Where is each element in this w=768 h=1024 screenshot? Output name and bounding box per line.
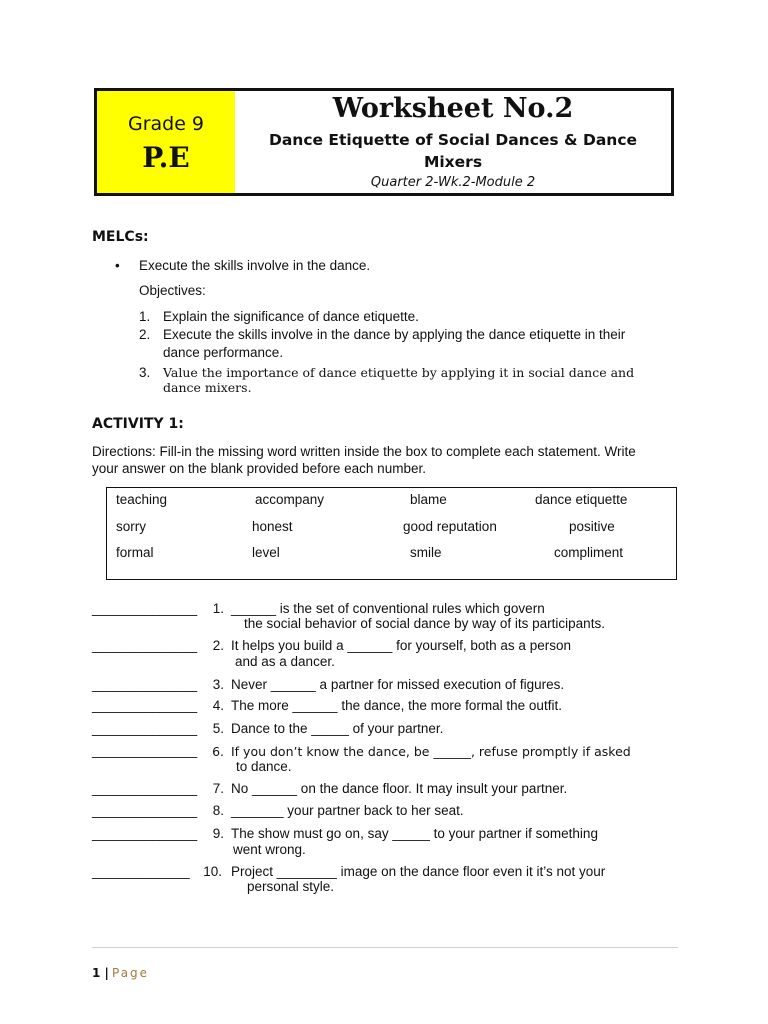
question-text: _______ your partner back to her seat. (231, 803, 464, 818)
objective-text: Explain the significance of dance etiquette. (163, 309, 419, 324)
question-number: 4. (212, 698, 224, 713)
directions-line-1: Directions: Fill-in the missing word written inside the box to complete each statement. Write (92, 444, 636, 459)
word-bank-item: smile (410, 545, 442, 560)
word-bank-item: level (252, 545, 280, 560)
question-number: 3. (212, 677, 224, 692)
bullet-icon: • (115, 258, 120, 273)
objective-text: Value the importance of dance etiquette by applying it in social dance and (163, 365, 635, 380)
word-bank-item: dance etiquette (535, 492, 628, 507)
word-bank-item: good reputation (403, 519, 497, 534)
question-text-cont: went wrong. (233, 842, 306, 857)
answer-blank[interactable]: ______________ (92, 601, 198, 616)
quarter-label: Quarter 2-Wk.2-Module 2 (370, 175, 536, 190)
question-number: 2. (212, 638, 224, 653)
answer-blank[interactable]: ______________ (92, 826, 198, 841)
melc-bullet-text: Execute the skills involve in the dance. (139, 258, 371, 273)
answer-blank[interactable]: ______________ (92, 743, 198, 758)
objectives-label: Objectives: (139, 283, 206, 298)
question-number: 10. (203, 864, 222, 879)
answer-blank[interactable]: ______________ (92, 721, 198, 736)
grade-label: Grade 9 (127, 113, 205, 135)
question-text: It helps you build a ______ for yourself, both as a person (231, 638, 571, 653)
question-text: Dance to the _____ of your partner. (231, 721, 444, 736)
question-text: No ______ on the dance floor. It may insult your partner. (231, 781, 568, 796)
objective-number: 3. (139, 365, 151, 380)
worksheet-header (94, 88, 674, 196)
answer-blank[interactable]: ______________ (92, 677, 198, 692)
page-separator: | (104, 966, 109, 980)
question-number: 8. (212, 803, 224, 818)
answer-blank[interactable]: ______________ (92, 638, 198, 653)
subject-label: P.E (142, 141, 190, 174)
question-text-cont: personal style. (247, 879, 335, 894)
objective-text-cont: dance performance. (163, 345, 284, 360)
question-text-cont: and as a dancer. (235, 654, 335, 669)
page-label: Page (112, 966, 150, 980)
page-number (92, 966, 109, 980)
title-panel (235, 91, 671, 193)
footer-divider (92, 947, 678, 948)
objective-text: Execute the skills involve in the dance by applying the dance etiquette in their (163, 327, 626, 342)
objective-number: 2. (139, 327, 151, 342)
question-text: ______ is the set of conventional rules which govern (231, 601, 545, 616)
page-number-value: 1 (92, 966, 101, 980)
question-text-cont: to dance. (236, 759, 292, 774)
word-bank-item: blame (410, 492, 447, 507)
answer-blank[interactable]: ______________ (92, 698, 198, 713)
objective-text-cont: dance mixers. (163, 380, 252, 395)
worksheet-subtitle: Dance Etiquette of Social Dances & Dance Mixers (268, 131, 638, 171)
question-number: 5. (212, 721, 224, 736)
answer-blank[interactable]: ______________ (92, 781, 198, 796)
question-text-cont: the social behavior of social dance by way of its participants. (244, 616, 605, 631)
question-text: Never ______ a partner for missed execution of figures. (231, 677, 565, 692)
melcs-heading: MELCs: (92, 229, 149, 245)
question-text: The more ______ the dance, the more formal the outfit. (231, 698, 562, 713)
word-bank-item: positive (569, 519, 615, 534)
word-bank-item: accompany (255, 492, 325, 507)
directions-line-2: your answer on the blank provided before each number. (92, 461, 426, 476)
word-bank-item: teaching (116, 492, 168, 507)
word-bank-item: formal (116, 545, 154, 560)
answer-blank[interactable]: _____________ (92, 864, 190, 879)
question-number: 6. (212, 744, 224, 759)
word-bank-item: sorry (116, 519, 146, 534)
objective-number: 1. (139, 309, 151, 324)
question-number: 7. (212, 781, 224, 796)
question-number: 9. (212, 826, 224, 841)
word-bank-item: compliment (554, 545, 624, 560)
worksheet-title: Worksheet No.2 (332, 93, 574, 124)
word-bank-item: honest (252, 519, 293, 534)
question-text: Project ________ image on the dance floor even it it’s not your (231, 864, 606, 879)
answer-blank[interactable]: ______________ (92, 803, 198, 818)
activity-heading: ACTIVITY 1: (92, 416, 184, 432)
word-bank-box (106, 487, 677, 580)
question-text: The show must go on, say _____ to your partner if something (231, 826, 598, 841)
question-number: 1. (212, 601, 224, 616)
grade-panel (97, 91, 235, 193)
question-text: If you don’t know the dance, be ______, refuse promptly if asked (231, 744, 631, 759)
